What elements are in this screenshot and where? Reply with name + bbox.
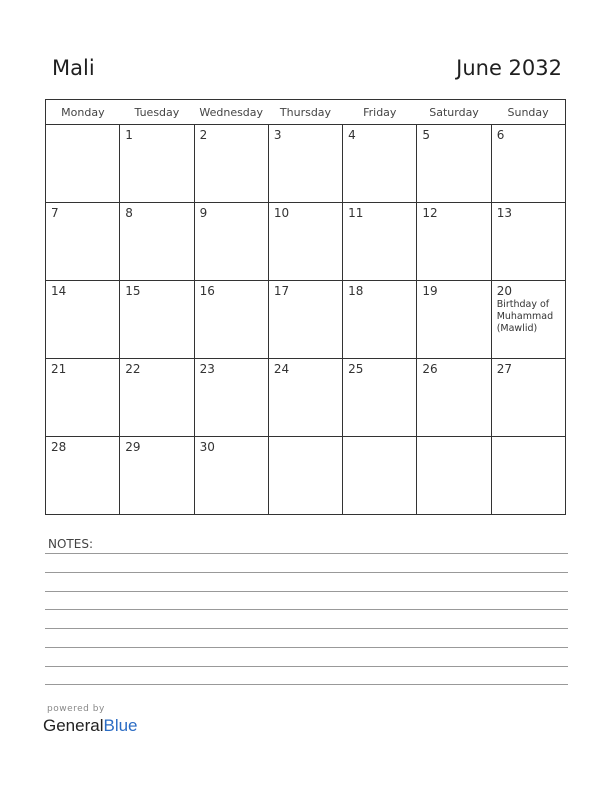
country-title: Mali [52,56,95,80]
day-number: 17 [273,284,290,298]
weekday-thursday: Thursday [268,100,342,125]
day-cell [46,203,120,281]
day-number: 22 [125,362,141,376]
day-cell [120,125,194,203]
week-row-2 [46,203,566,281]
day-cell [343,437,417,515]
day-cell [491,359,565,437]
day-cell [343,203,417,281]
week-row-1 [46,125,566,203]
weekday-saturday: Saturday [417,100,491,125]
day-number: 8 [125,206,133,220]
day-cell [268,437,342,515]
day-cell [491,437,565,515]
day-number: 14 [51,284,67,298]
day-number: 2 [199,128,208,142]
weekday-sunday: Sunday [491,100,565,125]
day-number: 1 [125,128,133,142]
day-number: 30 [199,440,215,454]
week-row-3 [46,281,566,359]
day-cell [417,359,491,437]
day-cell [417,281,491,359]
day-number: 25 [348,362,364,376]
day-number: 5 [422,128,431,142]
holiday-label: Birthday of Muhammad (Mawlid) [496,299,554,334]
day-number: 21 [51,362,67,376]
day-cell [268,203,342,281]
day-cell [194,203,268,281]
day-number: 4 [348,128,356,142]
note-line [45,591,568,592]
day-number: 26 [422,362,438,376]
calendar-grid [45,99,566,515]
day-number: 6 [496,128,505,142]
weekday-wednesday: Wednesday [194,100,268,125]
day-number: 3 [273,128,282,142]
day-cell [343,359,417,437]
day-cell [194,359,268,437]
day-number: 15 [125,284,141,298]
day-number: 7 [51,206,59,220]
day-cell [417,437,491,515]
day-number: 28 [51,440,67,454]
day-cell [46,437,120,515]
day-number: 29 [125,440,141,454]
day-number: 10 [273,206,290,220]
day-cell [120,359,194,437]
day-cell [120,281,194,359]
note-line [45,628,568,629]
day-cell [343,281,417,359]
day-number: 13 [496,206,512,220]
note-line [45,666,568,667]
day-cell [268,281,342,359]
generalblue-logo [43,716,138,736]
day-cell [120,437,194,515]
day-cell [417,125,491,203]
day-number: 27 [496,362,512,376]
day-cell-holiday [491,281,565,359]
weekday-monday: Monday [46,100,120,125]
note-line [45,609,568,610]
day-number: 23 [199,362,215,376]
day-cell [417,203,491,281]
day-cell [194,125,268,203]
day-number: 20 [496,284,512,298]
day-number: 9 [199,206,208,220]
day-number: 18 [348,284,364,298]
month-year-title: June 2032 [456,56,562,80]
day-cell [46,125,120,203]
day-cell [268,359,342,437]
weekday-header-row [46,100,566,125]
powered-by-text: powered by [47,704,105,714]
week-row-5 [46,437,566,515]
brand-blue: Blue [103,716,138,735]
weekday-tuesday: Tuesday [120,100,194,125]
day-number: 16 [199,284,215,298]
day-cell [491,203,565,281]
day-cell [46,281,120,359]
day-number: 24 [273,362,290,376]
day-cell [268,125,342,203]
day-cell [194,281,268,359]
note-line [45,572,568,573]
day-number: 11 [348,206,364,220]
note-line [45,684,568,685]
brand-general: General [43,716,104,735]
day-cell [194,437,268,515]
day-cell [120,203,194,281]
day-cell [491,125,565,203]
notes-label: NOTES: [48,537,93,551]
day-cell [343,125,417,203]
day-cell [46,359,120,437]
note-line [45,553,568,554]
weekday-friday: Friday [343,100,417,125]
day-number: 12 [422,206,438,220]
day-number: 19 [422,284,438,298]
week-row-4 [46,359,566,437]
note-line [45,647,568,648]
